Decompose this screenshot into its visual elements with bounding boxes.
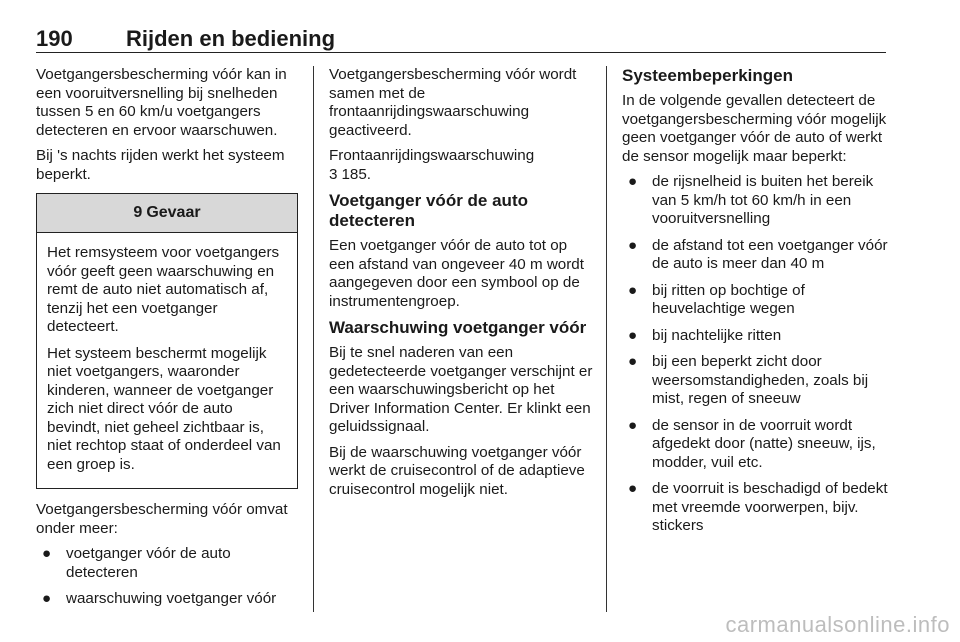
warning-paragraph-2: Bij de waarschuwing voetganger vóór werkt de cruisecontrol of de adaptieve cruisecontrol mogelijk niet. (329, 443, 585, 498)
list-item: ● de rijsnelheid is buiten het bereik van 5 km/h tot 60 km/h in een vooruitversnelling (628, 173, 874, 227)
column-left (36, 66, 298, 617)
page-number: 190 (36, 26, 73, 51)
column-right (622, 66, 890, 544)
list-item: ● de voorruit is beschadigd of bedekt met vreemde voorwerpen, bijv. stickers (628, 480, 888, 534)
column-divider-left (313, 66, 314, 612)
bullet-icon: ● (628, 480, 638, 497)
features-list (36, 545, 298, 609)
danger-paragraph-1: Het remsysteem voor voetgangers vóór geeft geen waarschuwing en remt de auto niet automatisch af, tenzij het een voetganger detecteert. (47, 244, 280, 335)
features-intro: Voetgangersbescherming vóór omvat onder meer: (36, 501, 288, 537)
warning-triangle-icon: 9 (133, 203, 143, 221)
section-heading-warning: Waarschuwing voetganger vóór (329, 318, 587, 337)
section-heading-detect: Voetganger vóór de auto detecteren (329, 191, 528, 230)
danger-title: Gevaar (146, 203, 201, 221)
reference-text: Frontaanrijdingswaarschuwing (329, 147, 535, 164)
bullet-icon: ● (628, 281, 638, 299)
limitations-list (622, 173, 890, 536)
limitations-intro: In de volgende gevallen detecteert de voetgangersbescherming vóór mogelijk geen voetganger vóór de auto of werkt de sensor mogelijk maar beperkt: (622, 92, 887, 165)
list-item: ● bij ritten op bochtige of heuvelachtige wegen (628, 281, 805, 317)
list-item: ● voetganger vóór de auto detecteren (42, 545, 231, 581)
bullet-icon: ● (628, 173, 638, 190)
detect-paragraph: Een voetganger vóór de auto tot op een afstand van ongeveer 40 m wordt aangegeven door een symbool op de instrumentengroep. (329, 237, 584, 310)
page-header (36, 26, 886, 53)
bullet-icon: ● (42, 545, 52, 562)
section-heading-limitations: Systeembeperkingen (622, 66, 794, 85)
list-item: ● de sensor in de voorruit wordt afgedekt door (natte) sneeuw, ijs, modder, vuil etc. (628, 416, 876, 471)
danger-box (36, 193, 298, 489)
cross-reference (329, 147, 593, 184)
intro-paragraph: Voetgangersbescherming vóór kan in een vooruitversnelling bij snelheden tussen 5 en 60 km/u voetgangers detecteren en ervoor waarschuwen. (36, 66, 287, 139)
warning-paragraph-1: Bij te snel naderen van een gedetecteerde voetganger verschijnt er een waarschuwingsbericht op het Driver Information Center. Er klinkt een geluidssignaal. (329, 344, 593, 435)
activation-paragraph: Voetgangersbescherming vóór wordt samen met de frontaanrijdingswaarschuwing geactiveerd. (329, 66, 577, 139)
watermark: carmanualsonline.info (725, 612, 950, 637)
list-item: ● waarschuwing voetganger vóór (42, 590, 277, 607)
danger-box-body (37, 233, 297, 488)
list-item: ● de afstand tot een voetganger vóór de auto is meer dan 40 m (628, 236, 888, 272)
danger-box-header (37, 194, 297, 233)
bullet-icon: ● (628, 326, 638, 344)
bullet-icon: ● (628, 236, 638, 254)
bullet-icon: ● (42, 590, 52, 607)
bullet-icon: ● (628, 353, 638, 370)
list-item: ● bij nachtelijke ritten (628, 326, 782, 344)
bullet-icon: ● (628, 416, 638, 434)
page-reference-arrow-icon: 3 (329, 165, 338, 183)
reference-page: 185. (341, 165, 372, 183)
danger-paragraph-2: Het systeem beschermt mogelijk niet voetgangers, waaronder kinderen, wanneer de voetganger zich niet direct vóór de auto bevindt, niet geheel zichtbaar is, niet rechtop staat of onderdeel van een groep is. (47, 344, 281, 473)
column-divider-right (606, 66, 607, 612)
column-middle (329, 66, 593, 506)
night-paragraph: Bij 's nachts rijden werkt het systeem beperkt. (36, 147, 285, 183)
list-item: ● bij een beperkt zicht door weersomstandigheden, zoals bij mist, regen of sneeuw (628, 353, 869, 407)
chapter-title: Rijden en bediening (126, 26, 336, 51)
